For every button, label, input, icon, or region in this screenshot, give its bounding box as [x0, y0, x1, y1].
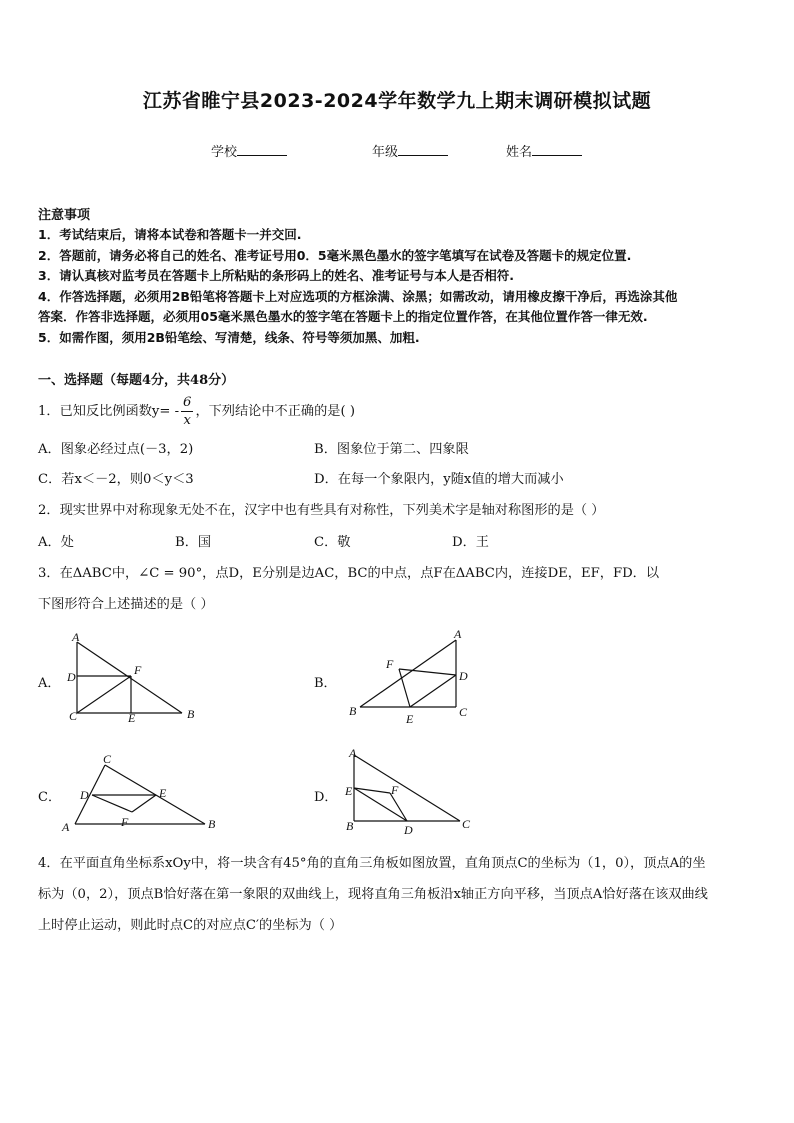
q1-stem-post: ，下列结论中不正确的是( ) — [195, 404, 355, 419]
note-item: 答案．作答非选择题，必须用05毫米黑色墨水的签字笔在答题卡上的指定位置作答，在其他位置作答一律无效. — [38, 309, 648, 324]
question-4-line3: 上时停止运动，则此时点C的对应点C′的坐标为（ ） — [38, 918, 343, 933]
q1-option-b: B．图象位于第二、四象限 — [314, 442, 469, 457]
name-field — [506, 141, 582, 160]
fig-d-label-C: C — [462, 817, 471, 831]
fig-d-label-B: B — [346, 819, 354, 833]
fig-a-label-C: C — [69, 709, 78, 723]
q2-option-b: B．国 — [175, 535, 212, 550]
fig-c-label-E: E — [159, 786, 167, 800]
fig-a-label-F: F — [134, 663, 142, 677]
notes-heading: 注意事项 — [38, 208, 91, 223]
school-label: 学校 — [211, 145, 238, 160]
q3-figure-b — [340, 628, 480, 728]
fig-b-label-B: B — [349, 704, 357, 718]
note-item: 3．请认真核对监考员在答题卡上所粘贴的条形码上的姓名、准考证号与本人是否相符. — [38, 268, 514, 283]
page-title: 江苏省睢宁县2023-2024学年数学九上期末调研模拟试题 — [142, 90, 652, 112]
q1-option-c: C．若x＜－2，则0＜y＜3 — [38, 472, 194, 487]
question-4-line1: 4．在平面直角坐标系xOy中，将一块含有45°角的直角三角板如图放置，直角顶点C的坐标为（1，0），顶点A的坐 — [38, 856, 706, 871]
fig-a-label-E: E — [128, 711, 136, 725]
grade-blank — [398, 143, 448, 156]
q3-figure-c — [60, 748, 225, 838]
q1-fraction-denominator: x — [183, 413, 191, 428]
fig-b-label-C: C — [459, 705, 468, 719]
name-label: 姓名 — [506, 145, 533, 160]
fig-c-label-C: C — [103, 752, 112, 766]
question-3-stem-line1: 3．在ΔABC中，∠C = 90°，点D，E分别是边AC，BC的中点，点F在ΔABC内，连接DE，EF，FD．以 — [38, 566, 660, 581]
q3-option-b-label: B． — [314, 676, 337, 691]
q2-option-a: A．处 — [38, 535, 74, 550]
grade-label: 年级 — [372, 145, 399, 160]
fig-b-label-A: A — [454, 628, 462, 641]
section-heading: 一、选择题（每题4分，共48分） — [38, 373, 235, 388]
note-item: 4．作答选择题，必须用2B铅笔将答题卡上对应选项的方框涂满、涂黑；如需改动，请用橡皮擦干净后，再选涂其他 — [38, 289, 678, 304]
fig-b-label-F: F — [386, 657, 394, 671]
fig-a-label-D: D — [67, 670, 76, 684]
name-blank — [532, 143, 582, 156]
question-3-stem-line2: 下图形符合上述描述的是（ ） — [38, 597, 214, 612]
fig-d-label-F: F — [391, 783, 399, 797]
fig-c-label-F: F — [121, 815, 129, 829]
note-item: 2．答题前，请务必将自己的姓名、准考证号用0．5毫米黑色墨水的签字笔填写在试卷及答题卡的规定位置. — [38, 248, 632, 263]
q3-option-c-label: C． — [38, 790, 61, 805]
fig-b-label-E: E — [406, 712, 414, 726]
grade-field — [372, 141, 448, 160]
q3-option-a-label: A． — [38, 676, 61, 691]
fig-b-label-D: D — [459, 669, 468, 683]
fig-d-label-A: A — [349, 746, 357, 760]
school-blank — [237, 143, 287, 156]
q2-option-c: C．敬 — [314, 535, 351, 550]
question-2-stem: 2．现实世界中对称现象无处不在，汉字中也有些具有对称性，下列美术字是轴对称图形的是（ ） — [38, 503, 605, 518]
q1-fraction-numerator: 6 — [183, 395, 192, 410]
fig-a-label-A: A — [72, 630, 80, 644]
fig-c-label-D: D — [80, 788, 89, 802]
q1-stem-pre: 1．已知反比例函数y= - — [38, 404, 180, 419]
question-1-stem — [38, 394, 355, 429]
q1-fraction — [181, 394, 193, 429]
fig-c-label-A: A — [62, 820, 70, 834]
fig-d-label-D: D — [404, 823, 413, 837]
note-item: 5．如需作图，须用2B铅笔绘、写清楚，线条、符号等须加黑、加粗. — [38, 330, 420, 345]
q3-option-d-label: D． — [314, 790, 338, 805]
fig-c-label-B: B — [208, 817, 216, 831]
fig-d-label-E: E — [345, 784, 353, 798]
q2-option-d: D．王 — [452, 535, 489, 550]
q1-option-d: D．在每一个象限内，y随x值的增大而减小 — [314, 472, 564, 487]
q3-figure-a — [60, 630, 210, 725]
q1-option-a: A．图象必经过点(－3，2) — [38, 442, 194, 457]
fig-a-label-B: B — [187, 707, 195, 721]
note-item: 1．考试结束后，请将本试卷和答题卡一并交回. — [38, 227, 302, 242]
question-4-line2: 标为（0，2），顶点B恰好落在第一象限的双曲线上，现将直角三角板沿x轴正方向平移，当顶点A恰好落在该双曲线 — [38, 887, 708, 902]
q3-figure-d — [340, 745, 480, 840]
school-field — [211, 141, 287, 160]
